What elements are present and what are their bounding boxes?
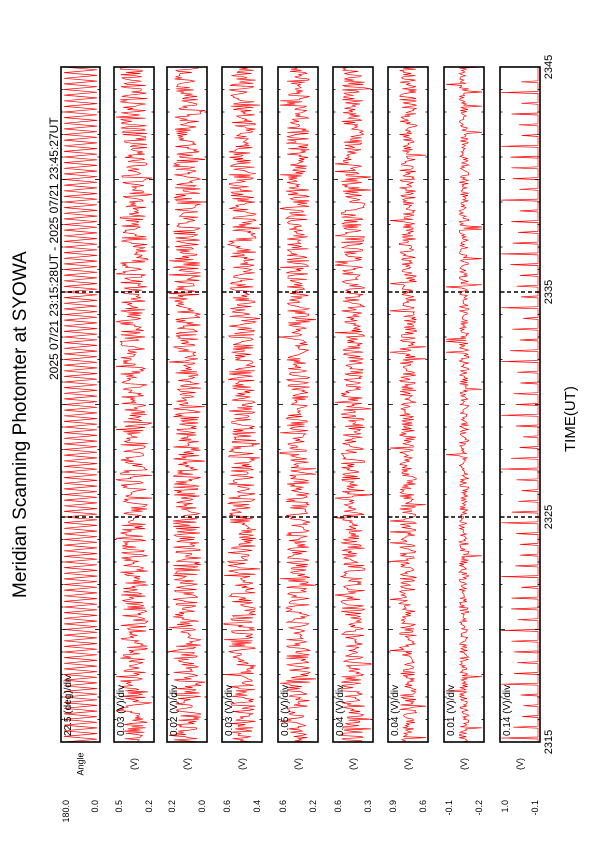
panel-8-trace — [446, 67, 482, 742]
panel-8-ylabel: (V) — [459, 758, 469, 770]
panel-9-ytick-high: 1.0 — [500, 800, 510, 813]
panel-6-ylabel: (V) — [348, 758, 358, 770]
panel-8-ytick-high: -0.1 — [444, 800, 454, 816]
panel-3-scale-label: 0.02 (V)/div — [169, 684, 180, 736]
panel-8-scale-label: 0.01 (V)/div — [446, 684, 457, 736]
panel-1-ytick-low: 0.0 — [90, 800, 100, 813]
panel-6-ytick-high: 0.6 — [333, 800, 343, 813]
panel-7-ylabel: (V) — [403, 758, 413, 770]
panel-4-trace — [224, 67, 260, 742]
panel-3-ytick-low: 0.0 — [197, 800, 207, 813]
x-tick-label: 2325 — [543, 504, 555, 530]
panel-2-ytick-high: 0.5 — [114, 800, 124, 813]
panel-2-trace — [116, 67, 152, 742]
panel-5-ytick-low: 0.2 — [308, 800, 318, 813]
panel-1-scale-label: 22.5 (deg)/div — [63, 674, 74, 736]
panel-5-ytick-high: 0.6 — [278, 800, 288, 813]
chart-title: Meridian Scanning Photomter at SYOWA — [10, 251, 31, 598]
panel-3-ylabel: (V) — [182, 758, 192, 770]
panel-6-ytick-low: 0.3 — [363, 800, 373, 813]
panel-5-trace — [280, 67, 316, 742]
panel-7-ytick-high: 0.9 — [388, 800, 398, 813]
panel-5-ylabel: (V) — [293, 758, 303, 770]
panel-2-ytick-low: 0.2 — [144, 800, 154, 813]
panel-6-trace — [335, 67, 371, 742]
panel-7-ytick-low: 0.6 — [418, 800, 428, 813]
time-range: 2025 07/21 23:15:28UT - 2025 07/21 23:45:27UT — [47, 117, 61, 380]
panel-7-scale-label: 0.04 (V)/div — [390, 684, 401, 736]
panel-9-ylabel: (V) — [515, 758, 525, 770]
panel-2-scale-label: 0.03 (V)/div — [116, 684, 127, 736]
panel-7-frame — [388, 67, 428, 742]
panel-9-trace — [501, 67, 538, 742]
panel-3-ytick-high: 0.2 — [167, 800, 177, 813]
panel-1-ytick-high: 180.0 — [61, 800, 71, 823]
panel-4-ytick-low: 0.4 — [252, 800, 262, 813]
panel-3-trace — [169, 67, 205, 742]
panel-6-scale-label: 0.04 (V)/div — [335, 684, 346, 736]
panel-9-ytick-low: -0.1 — [530, 800, 540, 816]
panel-4-ylabel: (V) — [237, 758, 247, 770]
panel-7-trace — [390, 67, 426, 742]
x-tick-label: 2315 — [543, 729, 555, 755]
panel-4-ytick-high: 0.6 — [222, 800, 232, 813]
x-tick-label: 2335 — [543, 279, 555, 305]
panel-1-trace — [64, 67, 97, 742]
x-axis-label: TIME(UT) — [562, 386, 579, 452]
panel-8-ytick-low: -0.2 — [474, 800, 484, 816]
panel-1-ylabel: Angle — [75, 752, 86, 776]
panel-4-scale-label: 0.03 (V)/div — [224, 684, 235, 736]
panel-2-ylabel: (V) — [129, 758, 139, 770]
panel-5-scale-label: 0.05 (V)/div — [280, 684, 291, 736]
panel-8-frame — [444, 67, 484, 742]
panel-9-scale-label: 0.14 (V)/div — [502, 684, 513, 736]
x-tick-label: 2345 — [543, 54, 555, 80]
